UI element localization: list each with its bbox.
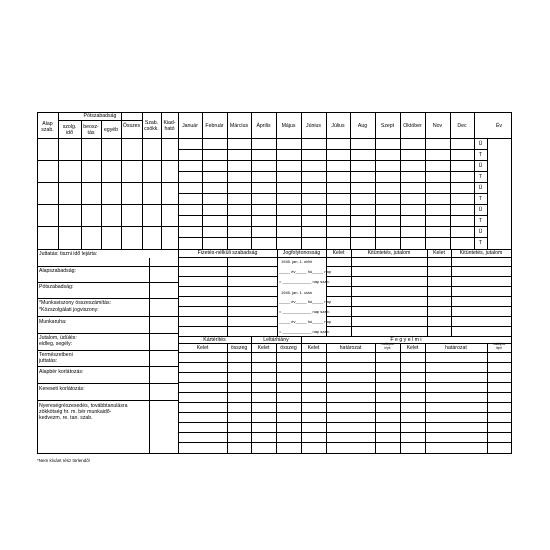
lower-row-line bbox=[178, 362, 512, 363]
label-munkaviszony: *Munkaviszony összeszámítás: bbox=[39, 300, 112, 306]
lower-col-feg-2 bbox=[375, 343, 376, 454]
hdr-szab: szab. bbox=[41, 127, 54, 133]
col-nov-right bbox=[450, 112, 451, 249]
lower-col-lelt-right bbox=[301, 336, 302, 454]
left-value-col bbox=[149, 258, 150, 454]
hdr-osszes: Összes bbox=[122, 123, 141, 129]
hdr-hatarozat-2: határozat bbox=[445, 345, 467, 351]
label-juttatas: Juttatás: tiszni idő lejárta: bbox=[39, 251, 98, 257]
mid-col-kit1-right bbox=[427, 249, 428, 336]
hdr-kituntetes-2: Kitüntetés, jutalom bbox=[459, 250, 503, 256]
col-maj-right bbox=[301, 112, 302, 249]
lower-col-kart-right bbox=[251, 336, 252, 454]
jog-eq-nap-1: = _____________ nap szab. bbox=[279, 279, 330, 284]
lower-row-line bbox=[178, 392, 512, 393]
label-termeszetbeni-1: Természetbeni bbox=[39, 352, 73, 358]
lower-row-line bbox=[178, 432, 512, 433]
header-bottom-line bbox=[37, 138, 512, 139]
hdr-hatalyba-1a: hatályba bbox=[381, 342, 394, 346]
col-szept-right bbox=[400, 112, 401, 249]
ut-row-line bbox=[474, 237, 487, 238]
jog-1945-utan: 1945. jan. 1. után bbox=[281, 290, 312, 295]
mid-row-line bbox=[326, 316, 512, 317]
hdr-beosz-1: beosz- bbox=[83, 124, 99, 130]
mid-col-kelet2-right bbox=[451, 249, 452, 336]
lower-col-lelt-mid bbox=[276, 343, 277, 454]
left-label-line bbox=[37, 366, 178, 367]
label-potszabadsag: Pótszabadság: bbox=[39, 284, 74, 290]
row-line bbox=[178, 160, 487, 161]
hdr-hatalyba-1b: lépé bbox=[384, 346, 391, 350]
row-line bbox=[178, 182, 487, 183]
hdr-potszabadsag: Pótszabadság bbox=[83, 113, 117, 119]
hdr-karterites: Kártérítés bbox=[203, 337, 226, 343]
mid-col-kelet1-right bbox=[351, 249, 352, 336]
hdr-fizetes-nelkuli: Fizetés-nélküli szabadság bbox=[197, 250, 258, 256]
row-line bbox=[178, 193, 487, 194]
border-left bbox=[37, 112, 38, 454]
hdr-hatalyba-2b: lépé bbox=[495, 346, 503, 350]
ut-row-line bbox=[474, 160, 487, 161]
label-termeszetbeni-2: juttatás: bbox=[39, 358, 58, 364]
col-jan-right bbox=[202, 112, 203, 249]
jog-ev-ho-nap-1: _____ év_____ hó_____ nap bbox=[279, 269, 332, 274]
jog-ev-ho-nap-3: _____ év_____ hó_____ nap bbox=[279, 319, 332, 324]
form-sheet bbox=[37, 112, 512, 454]
hdr-month-7: Aug bbox=[357, 123, 368, 129]
col-szab-right bbox=[161, 112, 162, 249]
hdr-osszeg-k: összeg bbox=[230, 345, 248, 351]
ut-row-line bbox=[474, 193, 487, 194]
hdr-month-5: Június bbox=[306, 123, 321, 129]
ut-row-line bbox=[474, 215, 487, 216]
col-egyeb-right bbox=[121, 112, 122, 249]
label-kereseti: Kereseti korlátozás: bbox=[39, 386, 85, 392]
hdr-kelet-l: Kelet bbox=[257, 345, 270, 351]
left-row-line bbox=[37, 226, 178, 227]
mid-row-line bbox=[178, 266, 277, 267]
hdr-month-0: Január bbox=[182, 123, 198, 129]
ut-row-line bbox=[474, 204, 487, 205]
lower-col-feg-3 bbox=[400, 343, 401, 454]
hdr-szab-2: csökk. bbox=[144, 126, 159, 132]
row-line bbox=[178, 215, 487, 216]
mid-row-line bbox=[326, 306, 512, 307]
mid-row-line bbox=[178, 276, 277, 277]
lower-col-feg-5 bbox=[487, 343, 488, 454]
label-jutalom-1: Jutalom, üdülés: bbox=[39, 335, 77, 341]
ut-row-line bbox=[474, 171, 487, 172]
col-osszes-right bbox=[142, 112, 143, 249]
lower-row-line bbox=[178, 382, 512, 383]
mid-row-line bbox=[178, 286, 277, 287]
mid-row-line bbox=[326, 266, 512, 267]
border-bottom bbox=[37, 453, 512, 454]
row-line bbox=[178, 226, 487, 227]
hdr-osszeg-l: összeg bbox=[280, 345, 297, 351]
lower-row-line bbox=[178, 442, 512, 443]
lower-header-1 bbox=[178, 343, 512, 344]
hdr-month-8: Szept bbox=[380, 123, 395, 129]
hdr-kiad-1: Kiad- bbox=[163, 120, 176, 126]
ut-label: T bbox=[478, 152, 483, 158]
hdr-kiad-2: ható bbox=[164, 126, 175, 132]
label-alapszabadsag: Alapszabadság: bbox=[39, 268, 76, 274]
label-nyereseg-2: zökkötség hr. m. bér munkaidő- bbox=[39, 409, 112, 415]
ut-label: T bbox=[478, 174, 483, 180]
row-line bbox=[178, 171, 487, 172]
hdr-jogfolytonossag: Jogfolytonosság bbox=[282, 250, 321, 256]
ut-row-line bbox=[474, 226, 487, 227]
left-label-line bbox=[37, 282, 178, 283]
hdr-alap: Alap bbox=[42, 121, 53, 127]
hdr-hatarozat-1: határozat bbox=[339, 345, 362, 351]
left-label-line bbox=[37, 333, 178, 334]
hdr-month-9: Október bbox=[403, 123, 422, 129]
ut-row-line bbox=[474, 149, 487, 150]
col-szolg-right bbox=[81, 120, 82, 249]
hdr-ev: Év bbox=[495, 123, 503, 129]
lower-row-line bbox=[178, 412, 512, 413]
ut-label: Ü bbox=[478, 207, 483, 213]
hdr-kelet-f1: Kelet bbox=[307, 345, 320, 351]
pot-sub-line bbox=[58, 120, 142, 121]
hdr-kelet-2: Kelet bbox=[433, 250, 445, 256]
lower-row-line bbox=[178, 402, 512, 403]
left-label-line bbox=[37, 316, 178, 317]
row-line bbox=[178, 149, 487, 150]
hdr-month-1: Február bbox=[205, 123, 224, 129]
col-kiad-right bbox=[178, 112, 179, 249]
col-jun-right bbox=[326, 112, 327, 249]
col-jul-right bbox=[350, 112, 351, 249]
hdr-hatalyba-2a: hatályba bbox=[492, 342, 506, 346]
mid-row-line bbox=[178, 306, 277, 307]
label-munkaruha: Munkaruha: bbox=[39, 319, 67, 325]
hdr-szolg-2: idő bbox=[66, 130, 73, 136]
left-row-line bbox=[37, 160, 178, 161]
jog-eq-nap-2: = _____________ nap szab. bbox=[279, 309, 330, 314]
mid-row-line bbox=[326, 326, 512, 327]
footnote: *Nem kívánt rész törlendő! bbox=[37, 458, 91, 463]
hdr-month-11: Dec bbox=[457, 123, 467, 129]
ut-label: Ü bbox=[478, 141, 483, 147]
hdr-kelet-k: Kelet bbox=[196, 345, 209, 351]
lower-col-kart-mid bbox=[227, 343, 228, 454]
lower-row-line bbox=[178, 422, 512, 423]
ut-label: Ü bbox=[478, 163, 483, 169]
hdr-kituntetes-1: Kitüntetés, jutalom bbox=[367, 250, 411, 256]
ut-row-line bbox=[474, 182, 487, 183]
left-label-line bbox=[37, 383, 178, 384]
label-nyereseg-3: kedvezm. re. tan. szab. bbox=[39, 415, 93, 421]
row-line bbox=[178, 237, 487, 238]
hdr-month-2: Március bbox=[229, 123, 249, 129]
mid-row-line bbox=[326, 276, 512, 277]
col-beosz-right bbox=[101, 120, 102, 249]
left-row-line bbox=[37, 204, 178, 205]
col-apr-right bbox=[276, 112, 277, 249]
mid-row-line bbox=[326, 286, 512, 287]
lower-row-line bbox=[178, 372, 512, 373]
row-line bbox=[178, 204, 487, 205]
mid-row-line bbox=[178, 326, 277, 327]
left-row-line bbox=[37, 182, 178, 183]
hdr-beosz-2: tás bbox=[87, 130, 95, 136]
mid-row-line bbox=[178, 296, 277, 297]
mid-row-line bbox=[326, 296, 512, 297]
label-nyereseg-1: Nyereségrészesedés, továbbtanulásra bbox=[39, 403, 128, 409]
label-alapber: Alapbér korlátozás: bbox=[39, 369, 84, 375]
hdr-szab-1: Szab. bbox=[144, 120, 159, 126]
hdr-month-3: Április bbox=[256, 123, 271, 129]
left-label-line bbox=[37, 266, 178, 267]
left-label-line bbox=[37, 350, 178, 351]
hdr-month-10: Nov bbox=[432, 123, 443, 129]
lower-col-feg-1 bbox=[326, 343, 327, 454]
mid-header-line bbox=[178, 257, 512, 258]
ut-label: Ü bbox=[478, 229, 483, 235]
ut-label: T bbox=[478, 196, 483, 202]
label-kozszolgalati: *Közszolgálati jogviszony: bbox=[39, 307, 99, 313]
col-mar-right bbox=[251, 112, 252, 249]
jog-1945-elott: 1945. jan. 1. előtt bbox=[281, 259, 312, 264]
ut-label: T bbox=[478, 240, 483, 246]
hdr-egyeb: egyéb bbox=[103, 127, 119, 133]
col-aug-right bbox=[375, 112, 376, 249]
ut-label: Ü bbox=[478, 185, 483, 191]
col-okt-right bbox=[425, 112, 426, 249]
hdr-month-4: Május bbox=[281, 123, 296, 129]
hdr-leltarhiany: Leltárhiány bbox=[263, 337, 289, 343]
hdr-kelet-1: Kelet bbox=[332, 250, 345, 256]
hdr-kelet-f2: Kelet bbox=[406, 345, 419, 351]
hdr-fegyelmi: F e g y e l m i bbox=[390, 337, 422, 343]
left-label-line bbox=[37, 400, 178, 401]
left-label-line bbox=[37, 298, 178, 299]
mid-col-fizetes-right bbox=[277, 249, 278, 336]
lower-col-feg-4 bbox=[425, 343, 426, 454]
col-ut-right bbox=[487, 138, 488, 249]
ut-label: T bbox=[478, 218, 483, 224]
jog-eq-nap-3: = _____________ nap szab. bbox=[279, 329, 330, 334]
lower-header-2 bbox=[178, 352, 512, 353]
col-feb-right bbox=[227, 112, 228, 249]
hdr-month-6: Július bbox=[331, 123, 345, 129]
label-jutalom-2: eidleg, segély: bbox=[39, 341, 73, 347]
hdr-szolg-1: szolg. bbox=[62, 124, 77, 130]
jog-ev-ho-nap-2: _____ év_____ hó_____ nap bbox=[279, 299, 332, 304]
mid-row-line bbox=[178, 316, 277, 317]
